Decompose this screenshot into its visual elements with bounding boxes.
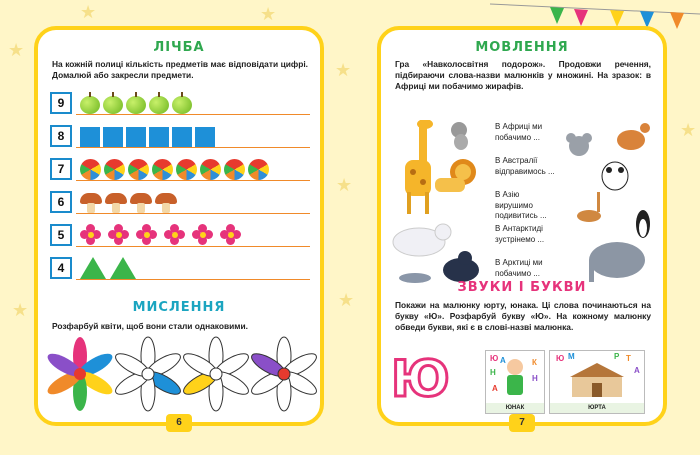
card-label: ЮРТА [550, 403, 644, 413]
koala-icon [566, 133, 592, 156]
page-number: 6 [166, 414, 192, 432]
flower-icon [192, 224, 214, 246]
ball-icon [128, 159, 149, 180]
sentence: В Арктиці ми побачимо ... [495, 258, 543, 278]
row-number: 4 [50, 257, 72, 279]
triangle-icon [110, 257, 136, 279]
animals-illustration [391, 120, 661, 290]
row-number: 9 [50, 92, 72, 114]
letter: М [568, 352, 575, 361]
sentence: В Австралії відправимось ... [495, 156, 555, 176]
row-number: 8 [50, 125, 72, 147]
flower-icon [220, 224, 242, 246]
sentence: В Антарктиді зустрінемо ... [495, 224, 545, 244]
apple-icon [149, 96, 169, 114]
elephant-icon [589, 242, 645, 282]
blue-square-icon [103, 127, 123, 147]
ball-icon [104, 159, 125, 180]
letter: А [500, 356, 506, 365]
ball-icon [248, 159, 269, 180]
card-label: ЮНАК [486, 403, 544, 413]
panda-icon [602, 162, 628, 190]
star-decoration: ★ [80, 2, 97, 22]
page-number: 7 [509, 414, 535, 432]
monkey-icon [451, 122, 468, 150]
star-decoration: ★ [12, 300, 29, 320]
letter: Ю [490, 354, 499, 363]
counting-instruction: На кожній полиці кількість предметів має відповідати цифрі. Домалюй або закресли предмети. [52, 59, 308, 80]
sounds-title: ЗВУКИ І БУКВИ [457, 280, 587, 295]
ball-icon [224, 159, 245, 180]
mushroom-icon [155, 193, 177, 213]
mushroom-icon [130, 193, 152, 213]
counting-row [50, 191, 310, 217]
apple-icon [172, 96, 192, 114]
speech-title: МОВЛЕННЯ [475, 40, 569, 55]
star-decoration: ★ [8, 40, 25, 60]
flower-icon [108, 224, 130, 246]
antelope-icon [577, 192, 601, 222]
sentence: В Азію вирушимо подивитись ... [495, 190, 547, 220]
outline-flower-icon [112, 337, 183, 411]
star-decoration: ★ [338, 290, 355, 310]
big-letter-yu: Ю [391, 350, 450, 408]
blue-square-icon [149, 127, 169, 147]
letter: А [492, 384, 498, 393]
star-decoration: ★ [680, 120, 697, 140]
letter: К [532, 358, 537, 367]
flower-icon [80, 224, 102, 246]
letter: Ю [556, 354, 565, 363]
outline-flower-icon [248, 337, 319, 411]
left-page [34, 26, 324, 426]
counting-row [50, 158, 310, 184]
ball-icon [176, 159, 197, 180]
ball-icon [152, 159, 173, 180]
row-number: 7 [50, 158, 72, 180]
star-decoration: ★ [260, 4, 277, 24]
apple-icon [80, 96, 100, 114]
thinking-instruction: Розфарбуй квіти, щоб вони стали однаковими. [52, 321, 248, 331]
blue-square-icon [195, 127, 215, 147]
letter: А [634, 366, 640, 375]
letter: Т [626, 354, 631, 363]
counting-title: ЛІЧБА [153, 40, 205, 55]
triangle-icon [80, 257, 106, 279]
right-page [377, 26, 667, 426]
apple-icon [103, 96, 123, 114]
blue-square-icon [80, 127, 100, 147]
ball-icon [200, 159, 221, 180]
star-decoration: ★ [336, 175, 353, 195]
card-yurt [549, 350, 645, 414]
yurt-icon [570, 363, 624, 397]
row-number: 5 [50, 224, 72, 246]
ball-icon [80, 159, 101, 180]
apple-icon [126, 96, 146, 114]
boy-icon [507, 359, 523, 395]
lion-icon [435, 159, 476, 192]
letter: Н [490, 368, 496, 377]
giraffe-icon [405, 120, 433, 214]
blue-square-icon [172, 127, 192, 147]
counting-row [50, 224, 310, 250]
blue-square-icon [126, 127, 146, 147]
walrus-icon [443, 251, 479, 282]
card-boy [485, 350, 545, 414]
counting-row [50, 257, 310, 283]
kangaroo-icon [617, 123, 650, 150]
flower-icon [164, 224, 186, 246]
thinking-title: МИСЛЕННЯ [132, 300, 226, 315]
counting-row [50, 92, 310, 118]
letter: Н [532, 374, 538, 383]
penguin-icon [636, 210, 650, 238]
mushroom-icon [105, 193, 127, 213]
sounds-instruction: Покажи на малюнку юрту, юнака. Ці слова починаються на букву «Ю». Розфарбуй букву «Ю». На кожному малюнку обведи букви, які є в слові-назві малюнка. [395, 300, 651, 332]
polar-bear-icon [393, 224, 451, 256]
sentence: В Африці ми побачимо ... [495, 122, 543, 142]
star-decoration: ★ [335, 60, 352, 80]
row-number: 6 [50, 191, 72, 213]
flower-icon [136, 224, 158, 246]
flowers-to-color [44, 336, 320, 412]
counting-row [50, 125, 310, 151]
mushroom-icon [80, 193, 102, 213]
speech-instruction: Гра «Навколосвітня подорож». Продовжи речення, підбираючи слова-назви малюнків у множині. На зразок: в Африці ми побачимо жирафів. [395, 59, 651, 91]
outline-flower-icon [180, 337, 251, 411]
letter: Р [614, 352, 620, 361]
colored-flower-icon [44, 337, 115, 411]
